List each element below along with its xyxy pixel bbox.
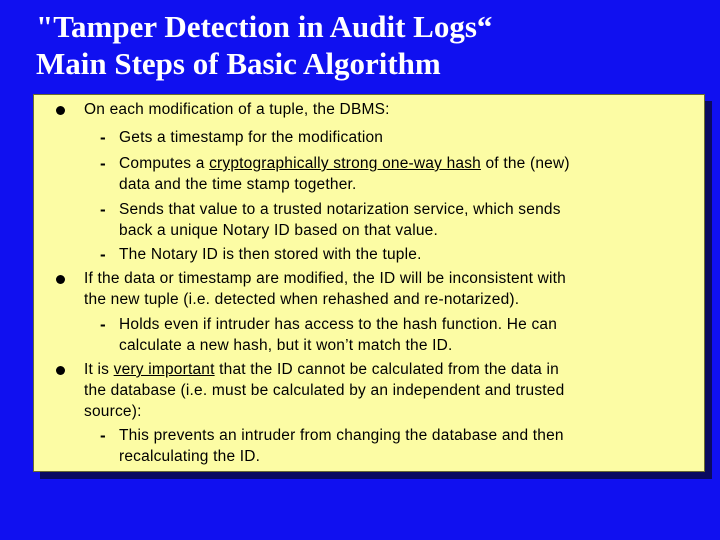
bullet-3-pre: It is bbox=[84, 361, 114, 378]
bullet-3-post: that the ID cannot be calculated from the data in bbox=[214, 361, 559, 378]
bullet-1-sub-3-cont: back a unique Notary ID based on that value. bbox=[119, 222, 438, 239]
bullet-1-sub-1: Gets a timestamp for the modification bbox=[119, 129, 384, 146]
emphasis-term: very important bbox=[113, 361, 215, 378]
slide-title-line-1: "Tamper Detection in Audit Logs“ bbox=[36, 9, 493, 44]
bullet-3-text-cont-2: source): bbox=[84, 403, 142, 420]
bullet-1-sub-2 bbox=[119, 155, 570, 173]
bullet-1-sub-2-cont: data and the time stamp together. bbox=[119, 176, 357, 193]
dash-icon: - bbox=[100, 315, 106, 334]
slide-title bbox=[36, 8, 696, 82]
bullet-2-text: If the data or timestamp are modified, the ID will be inconsistent with bbox=[84, 270, 567, 287]
bullet-3-text-cont: the database (i.e. must be calculated by an independent and trusted bbox=[84, 382, 565, 399]
bullet-dot-icon bbox=[56, 366, 65, 375]
dash-icon: - bbox=[100, 200, 106, 219]
bullet-1-sub-3: Sends that value to a trusted notarization service, which sends bbox=[119, 201, 561, 218]
bullet-3-sub-1-cont: recalculating the ID. bbox=[119, 448, 261, 465]
bullet-1-sub-2-pre: Computes a bbox=[119, 155, 210, 172]
content-panel bbox=[33, 94, 705, 472]
dash-icon: - bbox=[100, 154, 106, 173]
bullet-dot-icon bbox=[56, 275, 65, 284]
dash-icon: - bbox=[100, 245, 106, 264]
bullet-dot-icon bbox=[56, 106, 65, 115]
bullet-3-sub-1: This prevents an intruder from changing the database and then bbox=[119, 427, 564, 444]
dash-icon: - bbox=[100, 128, 106, 147]
bullet-2-sub-1-cont: calculate a new hash, but it won’t match the ID. bbox=[119, 337, 453, 354]
dash-icon: - bbox=[100, 426, 106, 445]
slide-title-line-2: Main Steps of Basic Algorithm bbox=[36, 46, 441, 81]
bullet-1-sub-2-post: of the (new) bbox=[480, 155, 570, 172]
bullet-2-text-cont: the new tuple (i.e. detected when rehashed and re-notarized). bbox=[84, 291, 520, 308]
bullet-1-text: On each modification of a tuple, the DBMS: bbox=[84, 101, 390, 118]
bullet-1-sub-4: The Notary ID is then stored with the tuple. bbox=[119, 246, 422, 263]
bullet-3-text bbox=[84, 361, 559, 379]
hash-term: cryptographically strong one-way hash bbox=[209, 155, 481, 172]
bullet-2-sub-1: Holds even if intruder has access to the hash function. He can bbox=[119, 316, 558, 333]
